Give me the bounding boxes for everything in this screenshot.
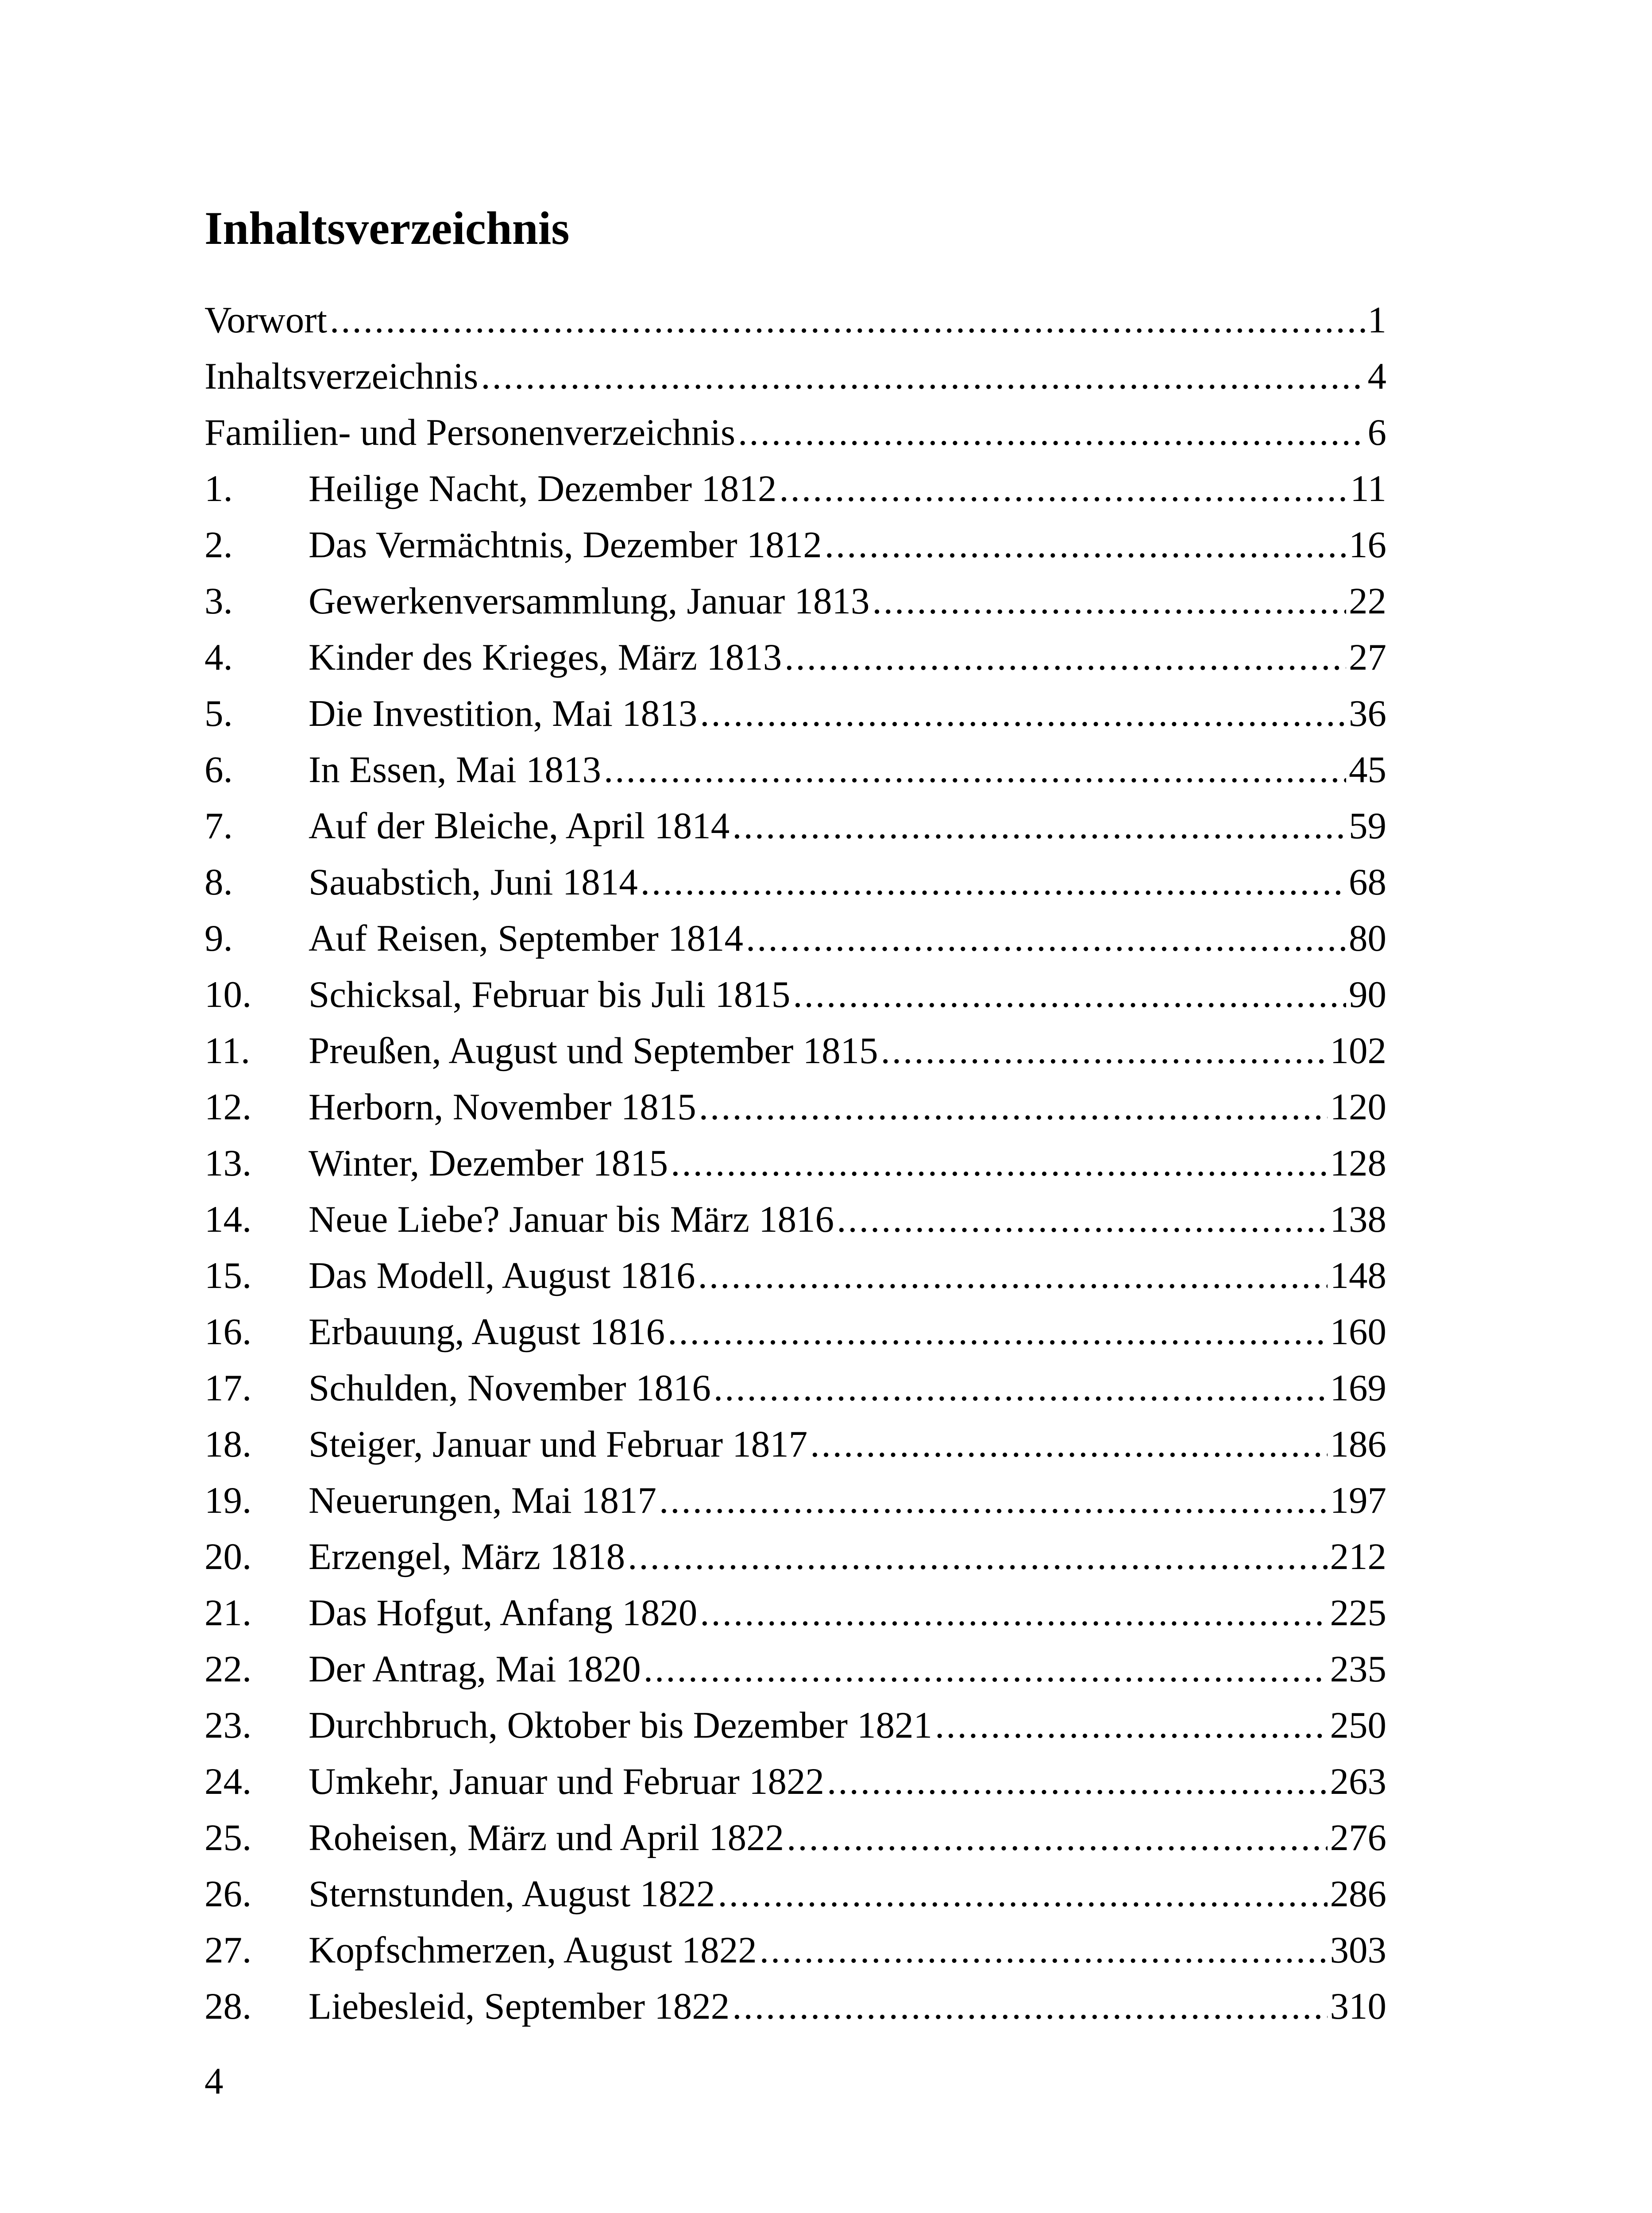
toc-entry-number: 9. bbox=[205, 918, 233, 959]
toc-entry bbox=[205, 1304, 1386, 1360]
toc-entry bbox=[205, 1416, 1386, 1473]
toc-entry-title: Das Vermächtnis, Dezember 1812 bbox=[309, 524, 822, 566]
toc-entry-title: Winter, Dezember 1815 bbox=[309, 1142, 668, 1184]
toc-dot-leader bbox=[935, 1697, 1327, 1754]
toc-entry-title: Das Hofgut, Anfang 1820 bbox=[309, 1592, 698, 1634]
toc-dot-leader bbox=[604, 742, 1346, 798]
toc-dot-leader bbox=[825, 517, 1346, 573]
toc-entry-number: 15. bbox=[205, 1255, 252, 1296]
toc-dot-leader bbox=[732, 798, 1346, 854]
toc-entry-page: 16 bbox=[1349, 524, 1386, 566]
toc-dot-leader bbox=[881, 1023, 1328, 1079]
toc-entry bbox=[205, 967, 1386, 1023]
toc-entry-title: Schulden, November 1816 bbox=[309, 1367, 711, 1409]
toc-entry bbox=[205, 517, 1386, 573]
toc-dot-leader bbox=[481, 348, 1365, 405]
toc-entry-number: 26. bbox=[205, 1873, 252, 1915]
toc-dot-leader bbox=[698, 1248, 1328, 1304]
toc-entry bbox=[205, 348, 1386, 405]
toc-entry-page: 186 bbox=[1330, 1423, 1386, 1465]
toc-entry bbox=[205, 292, 1386, 348]
toc-entry-title: Preußen, August und September 1815 bbox=[309, 1030, 878, 1072]
toc-entry-page: 68 bbox=[1349, 861, 1386, 903]
toc-entry-page: 286 bbox=[1330, 1873, 1386, 1915]
toc-entry-page: 80 bbox=[1349, 918, 1386, 959]
toc-entry-page: 303 bbox=[1330, 1929, 1386, 1971]
toc-entry-number: 2. bbox=[205, 524, 233, 566]
toc-entry-title: Vorwort bbox=[205, 299, 328, 341]
toc-entry-title: Der Antrag, Mai 1820 bbox=[309, 1648, 641, 1690]
toc-entry bbox=[205, 1023, 1386, 1079]
toc-dot-leader bbox=[671, 1135, 1327, 1191]
toc-entry-number: 22. bbox=[205, 1648, 252, 1690]
toc-entry-title: Gewerkenversammlung, Januar 1813 bbox=[309, 580, 870, 622]
toc-entry-page: 11 bbox=[1350, 468, 1386, 509]
toc-entry-page: 59 bbox=[1349, 805, 1386, 847]
toc-entry bbox=[205, 1360, 1386, 1416]
toc-entry-title: Sauabstich, Juni 1814 bbox=[309, 861, 638, 903]
toc-dot-leader bbox=[668, 1304, 1327, 1360]
toc-entry-page: 1 bbox=[1367, 299, 1386, 341]
toc-entry bbox=[205, 742, 1386, 798]
toc-entry-number: 23. bbox=[205, 1704, 252, 1746]
toc-entry bbox=[205, 1585, 1386, 1641]
page-title: Inhaltsverzeichnis bbox=[205, 202, 570, 254]
toc-entry-number: 18. bbox=[205, 1423, 252, 1465]
toc-entry-number: 8. bbox=[205, 861, 233, 903]
table-of-contents bbox=[205, 292, 1386, 2035]
toc-entry-title: Kinder des Krieges, März 1813 bbox=[309, 636, 782, 678]
toc-dot-leader bbox=[760, 1922, 1328, 1978]
toc-entry-page: 102 bbox=[1330, 1030, 1386, 1072]
toc-entry-page: 27 bbox=[1349, 636, 1386, 678]
toc-entry-page: 310 bbox=[1330, 1986, 1386, 2027]
toc-entry-page: 263 bbox=[1330, 1761, 1386, 1802]
toc-dot-leader bbox=[784, 629, 1346, 686]
toc-entry bbox=[205, 1473, 1386, 1529]
toc-entry bbox=[205, 1529, 1386, 1585]
toc-dot-leader bbox=[738, 405, 1365, 461]
toc-entry-number: 12. bbox=[205, 1086, 252, 1128]
toc-entry-number: 7. bbox=[205, 805, 233, 847]
toc-entry-title: Kopfschmerzen, August 1822 bbox=[309, 1929, 757, 1971]
toc-dot-leader bbox=[714, 1360, 1328, 1416]
toc-entry bbox=[205, 1978, 1386, 2035]
toc-entry-page: 169 bbox=[1330, 1367, 1386, 1409]
toc-entry-title: Inhaltsverzeichnis bbox=[205, 355, 479, 397]
toc-entry-number: 6. bbox=[205, 749, 233, 790]
toc-entry-number: 17. bbox=[205, 1367, 252, 1409]
toc-entry-page: 128 bbox=[1330, 1142, 1386, 1184]
toc-entry-number: 21. bbox=[205, 1592, 252, 1634]
toc-entry-title: Steiger, Januar und Februar 1817 bbox=[309, 1423, 808, 1465]
toc-dot-leader bbox=[659, 1473, 1327, 1529]
toc-entry-number: 1. bbox=[205, 468, 233, 509]
toc-entry-number: 19. bbox=[205, 1480, 252, 1521]
toc-entry-title: Die Investition, Mai 1813 bbox=[309, 693, 698, 734]
toc-entry-page: 212 bbox=[1330, 1536, 1386, 1577]
toc-entry-page: 22 bbox=[1349, 580, 1386, 622]
toc-entry-page: 120 bbox=[1330, 1086, 1386, 1128]
page-number: 4 bbox=[205, 2060, 224, 2102]
toc-dot-leader bbox=[793, 967, 1346, 1023]
toc-dot-leader bbox=[837, 1191, 1327, 1248]
toc-entry-title: Das Modell, August 1816 bbox=[309, 1255, 695, 1296]
toc-entry-page: 225 bbox=[1330, 1592, 1386, 1634]
toc-entry-number: 5. bbox=[205, 693, 233, 734]
toc-entry bbox=[205, 405, 1386, 461]
toc-dot-leader bbox=[872, 573, 1346, 629]
toc-entry bbox=[205, 1866, 1386, 1922]
toc-entry-title: Sternstunden, August 1822 bbox=[309, 1873, 715, 1915]
toc-entry bbox=[205, 1810, 1386, 1866]
toc-entry-title: Auf Reisen, September 1814 bbox=[309, 918, 744, 959]
toc-entry bbox=[205, 1754, 1386, 1810]
toc-entry-page: 276 bbox=[1330, 1817, 1386, 1858]
toc-entry bbox=[205, 629, 1386, 686]
toc-entry bbox=[205, 910, 1386, 967]
toc-entry-title: Herborn, November 1815 bbox=[309, 1086, 696, 1128]
toc-entry-page: 90 bbox=[1349, 974, 1386, 1015]
toc-entry-title: Erbauung, August 1816 bbox=[309, 1311, 665, 1353]
toc-entry-title: Heilige Nacht, Dezember 1812 bbox=[309, 468, 777, 509]
toc-entry-title: Liebesleid, September 1822 bbox=[309, 1986, 730, 2027]
toc-entry-title: Familien- und Personenverzeichnis bbox=[205, 412, 736, 453]
toc-entry-title: Erzengel, März 1818 bbox=[309, 1536, 625, 1577]
toc-entry-page: 250 bbox=[1330, 1704, 1386, 1746]
toc-dot-leader bbox=[732, 1978, 1327, 2035]
toc-dot-leader bbox=[700, 686, 1346, 742]
toc-entry-page: 6 bbox=[1367, 412, 1386, 453]
toc-dot-leader bbox=[699, 1079, 1328, 1135]
toc-entry-number: 10. bbox=[205, 974, 252, 1015]
toc-dot-leader bbox=[700, 1585, 1327, 1641]
toc-dot-leader bbox=[779, 461, 1347, 517]
toc-dot-leader bbox=[641, 854, 1346, 910]
toc-entry bbox=[205, 1248, 1386, 1304]
toc-entry-page: 4 bbox=[1367, 355, 1386, 397]
toc-entry-page: 235 bbox=[1330, 1648, 1386, 1690]
toc-entry-number: 13. bbox=[205, 1142, 252, 1184]
toc-entry-number: 11. bbox=[205, 1030, 251, 1072]
toc-entry-page: 160 bbox=[1330, 1311, 1386, 1353]
toc-entry-title: Auf der Bleiche, April 1814 bbox=[309, 805, 730, 847]
toc-entry bbox=[205, 461, 1386, 517]
toc-entry-number: 28. bbox=[205, 1986, 252, 2027]
toc-entry bbox=[205, 1641, 1386, 1697]
toc-dot-leader bbox=[628, 1529, 1327, 1585]
toc-entry-number: 3. bbox=[205, 580, 233, 622]
toc-entry-title: Neuerungen, Mai 1817 bbox=[309, 1480, 657, 1521]
toc-dot-leader bbox=[718, 1866, 1327, 1922]
toc-entry-title: Umkehr, Januar und Februar 1822 bbox=[309, 1761, 825, 1802]
toc-entry-number: 14. bbox=[205, 1199, 252, 1240]
toc-entry-number: 4. bbox=[205, 636, 233, 678]
toc-entry bbox=[205, 1697, 1386, 1754]
toc-entry bbox=[205, 573, 1386, 629]
toc-dot-leader bbox=[644, 1641, 1328, 1697]
toc-dot-leader bbox=[787, 1810, 1327, 1866]
toc-entry bbox=[205, 798, 1386, 854]
toc-entry-page: 36 bbox=[1349, 693, 1386, 734]
toc-entry-title: Roheisen, März und April 1822 bbox=[309, 1817, 784, 1858]
toc-entry-number: 16. bbox=[205, 1311, 252, 1353]
toc-dot-leader bbox=[330, 292, 1365, 348]
toc-entry-number: 27. bbox=[205, 1929, 252, 1971]
toc-entry bbox=[205, 854, 1386, 910]
toc-entry-page: 148 bbox=[1330, 1255, 1386, 1296]
toc-entry-title: In Essen, Mai 1813 bbox=[309, 749, 602, 790]
toc-dot-leader bbox=[827, 1754, 1327, 1810]
toc-entry bbox=[205, 1922, 1386, 1978]
toc-entry bbox=[205, 1079, 1386, 1135]
toc-entry-number: 24. bbox=[205, 1761, 252, 1802]
toc-entry bbox=[205, 1191, 1386, 1248]
toc-dot-leader bbox=[746, 910, 1346, 967]
toc-entry bbox=[205, 1135, 1386, 1191]
toc-entry-title: Schicksal, Februar bis Juli 1815 bbox=[309, 974, 791, 1015]
toc-entry-page: 138 bbox=[1330, 1199, 1386, 1240]
toc-dot-leader bbox=[810, 1416, 1327, 1473]
toc-entry-page: 197 bbox=[1330, 1480, 1386, 1521]
toc-entry-number: 25. bbox=[205, 1817, 252, 1858]
toc-entry-number: 20. bbox=[205, 1536, 252, 1577]
toc-entry-page: 45 bbox=[1349, 749, 1386, 790]
toc-entry-title: Durchbruch, Oktober bis Dezember 1821 bbox=[309, 1704, 933, 1746]
toc-entry-title: Neue Liebe? Januar bis März 1816 bbox=[309, 1199, 834, 1240]
toc-entry bbox=[205, 686, 1386, 742]
